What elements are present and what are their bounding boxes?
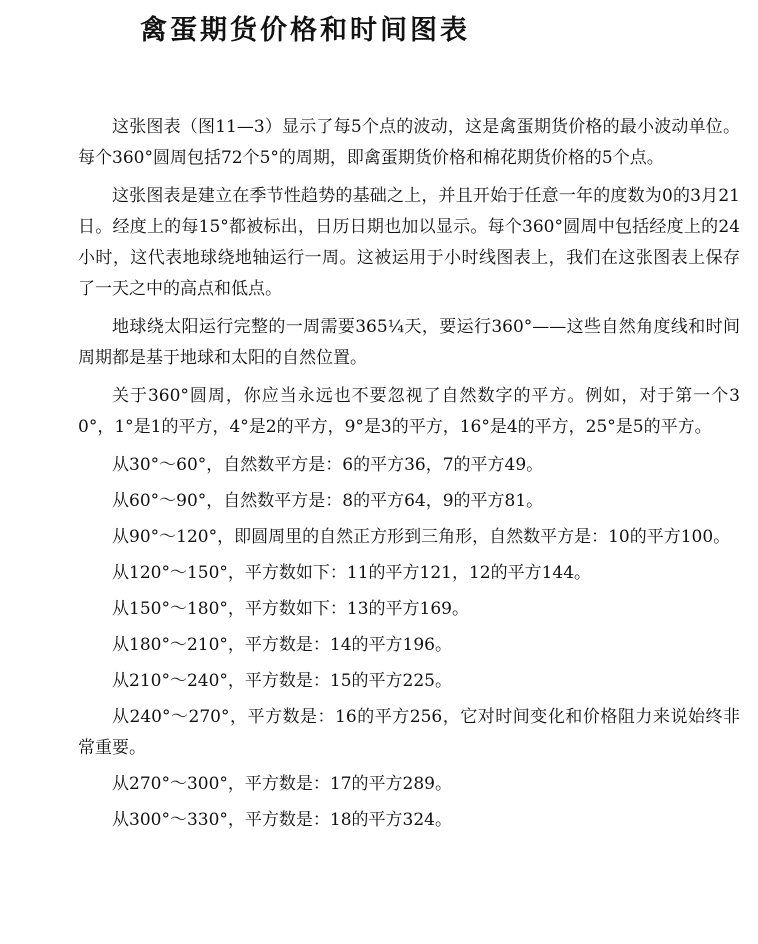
document-body: [78, 112, 740, 841]
paragraph-range-300-330: 从300°～330°，平方数是：18的平方324。: [112, 810, 452, 830]
paragraph-range-90-120: 从90°～120°，即圆周里的自然正方形到三角形，自然数平方是：10的平方100。: [112, 527, 731, 547]
paragraph-earth-orbit: 地球绕太阳运行完整的一周需要365¼天，要运行360°——这些自然角度线和时间周期都是基于地球和太阳的自然位置。: [78, 317, 740, 368]
page-title: 禽蛋期货价格和时间图表: [140, 15, 470, 46]
paragraph-range-60-90: 从60°～90°，自然数平方是：8的平方64，9的平方81。: [112, 491, 544, 511]
paragraph-range-210-240: 从210°～240°，平方数是：15的平方225。: [112, 671, 452, 691]
paragraph-range-120-150: 从120°～150°，平方数如下：11的平方121，12的平方144。: [112, 563, 592, 583]
paragraph-range-150-180: 从150°～180°，平方数如下：13的平方169。: [112, 599, 469, 619]
paragraph-range-240-270: 从240°～270°，平方数是：16的平方256，它对时间变化和价格阻力来说始终非常重要。: [78, 707, 740, 758]
paragraph-seasonal-basis: 这张图表是建立在季节性趋势的基础之上，并且开始于任意一年的度数为0的3月21日。经度上的每15°都被标出，日历日期也加以显示。每个360°圆周中包括经度上的24小时，这代表地球绕地轴运行一周。这被运用于小时线图表上，我们在这张图表上保存了一天之中的高点和低点。: [78, 186, 740, 299]
paragraph-range-180-210: 从180°～210°，平方数是：14的平方196。: [112, 635, 452, 655]
paragraph-range-30-60: 从30°～60°，自然数平方是：6的平方36，7的平方49。: [112, 455, 544, 475]
paragraph-chart-intro: 这张图表（图11—3）显示了每5个点的波动，这是禽蛋期货价格的最小波动单位。每个360°圆周包括72个5°的周期，即禽蛋期货价格和棉花期货价格的5个点。: [78, 117, 740, 168]
paragraph-range-270-300: 从270°～300°，平方数是：17的平方289。: [112, 774, 452, 794]
paragraph-natural-squares: 关于360°圆周，你应当永远也不要忽视了自然数字的平方。例如，对于第一个30°，1°是1的平方，4°是2的平方，9°是3的平方，16°是4的平方，25°是5的平方。: [78, 386, 740, 437]
